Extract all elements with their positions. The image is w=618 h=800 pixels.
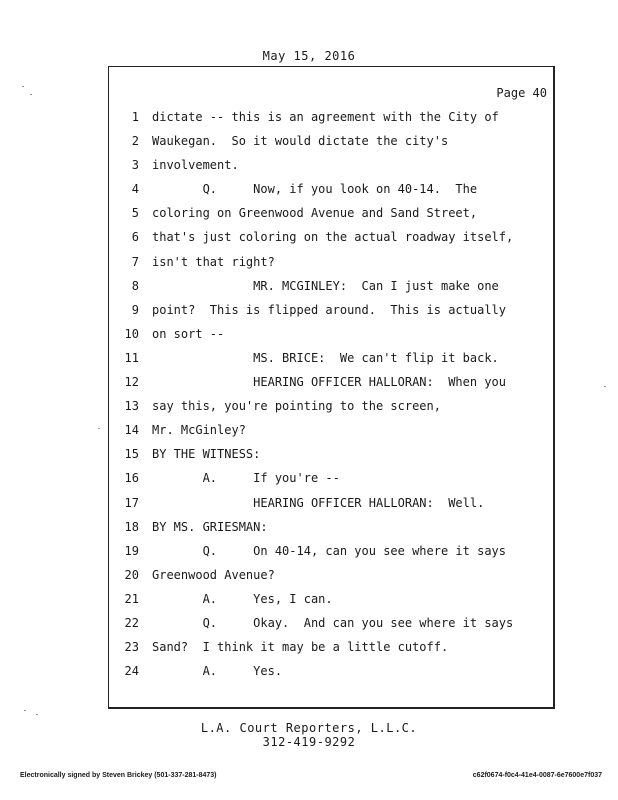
line-text: isn't that right? [152, 254, 275, 269]
line-number: 4 [131, 182, 139, 197]
line-text: BY THE WITNESS: [152, 447, 261, 462]
line-text: involvement. [152, 158, 239, 173]
scan-speck [98, 428, 100, 429]
transcript-line [109, 153, 553, 177]
transcript-line [109, 177, 553, 201]
line-text: Mr. McGinley? [152, 423, 246, 438]
transcript-line [109, 587, 553, 611]
line-text: that's just coloring on the actual roadway itself, [152, 230, 514, 245]
transcript-line [109, 466, 553, 490]
transcript-line [109, 442, 553, 466]
line-text: HEARING OFFICER HALLORAN: When you [152, 375, 507, 390]
line-number: 18 [124, 519, 139, 534]
line-text: Sand? I think it may be a little cutoff. [152, 640, 449, 655]
line-number: 7 [131, 254, 139, 269]
line-number: 2 [131, 134, 139, 149]
transcript-line [109, 491, 553, 515]
line-number: 6 [131, 230, 139, 245]
line-number: 17 [124, 495, 139, 510]
scan-speck [24, 710, 26, 711]
line-text: on sort -- [152, 326, 225, 341]
line-number: 24 [124, 664, 139, 679]
transcript-line [109, 539, 553, 563]
transcript-line [109, 201, 553, 225]
line-text: A. Yes. [152, 664, 283, 679]
line-number: 23 [124, 640, 139, 655]
line-number: 16 [124, 471, 139, 486]
line-number: 1 [131, 110, 139, 124]
transcript-lines [109, 105, 553, 683]
line-text: Waukegan. So it would dictate the city's [152, 134, 449, 149]
scan-speck [30, 94, 32, 95]
line-number: 14 [124, 423, 139, 438]
scan-speck [22, 86, 24, 87]
transcript-line [109, 418, 553, 442]
transcript-line [109, 322, 553, 346]
line-text: MR. MCGINLEY: Can I just make one [152, 278, 499, 293]
line-number: 20 [124, 567, 139, 582]
line-number: 5 [131, 206, 139, 221]
scan-speck [36, 714, 38, 715]
line-text: Q. Okay. And can you see where it says [152, 615, 514, 630]
transcript-line [109, 370, 553, 394]
line-number: 8 [131, 278, 139, 293]
transcript-line [109, 515, 553, 539]
page-number: Page 40 [496, 86, 547, 100]
line-number: 3 [131, 158, 139, 173]
line-number: 12 [124, 375, 139, 390]
document-hash: c62f0674-f0c4-41e4-0087-6e7600e7f037 [472, 772, 602, 779]
line-number: 9 [131, 302, 139, 317]
court-reporter-phone: 312-419-9292 [262, 735, 356, 749]
transcript-line [109, 105, 553, 129]
transcript-line [109, 225, 553, 249]
transcript-line [109, 274, 553, 298]
line-number: 22 [124, 615, 139, 630]
line-text: dictate -- this is an agreement with the City of [152, 110, 499, 124]
line-text: point? This is flipped around. This is actually [152, 302, 507, 317]
transcript-line [109, 659, 553, 683]
line-number: 19 [124, 543, 139, 558]
line-number: 10 [124, 326, 139, 341]
line-text: say this, you're pointing to the screen, [152, 399, 441, 414]
line-text: HEARING OFFICER HALLORAN: Well. [152, 495, 485, 510]
transcript-line [109, 611, 553, 635]
line-number: 21 [124, 591, 139, 606]
line-text: BY MS. GRIESMAN: [152, 519, 268, 534]
line-text: Q. On 40-14, can you see where it says [152, 543, 507, 558]
transcript-line [109, 250, 553, 274]
page-date: May 15, 2016 [262, 49, 356, 63]
transcript-frame [108, 66, 555, 709]
line-number: 11 [124, 350, 139, 365]
scan-speck [604, 386, 606, 387]
electronic-signature: Electronically signed by Steven Brickey (501-337-281-8473) [20, 772, 217, 779]
transcript-line [109, 129, 553, 153]
line-text: Q. Now, if you look on 40-14. The [152, 182, 478, 197]
transcript-line [109, 635, 553, 659]
line-text: A. If you're -- [152, 471, 340, 486]
line-text: Greenwood Avenue? [152, 567, 275, 582]
line-text: A. Yes, I can. [152, 591, 333, 606]
line-number: 15 [124, 447, 139, 462]
line-number: 13 [124, 399, 139, 414]
line-text: coloring on Greenwood Avenue and Sand Street, [152, 206, 478, 221]
transcript-line [109, 394, 553, 418]
transcript-line [109, 563, 553, 587]
court-reporter-name: L.A. Court Reporters, L.L.C. [200, 721, 418, 735]
transcript-line [109, 346, 553, 370]
transcript-line [109, 298, 553, 322]
line-text: MS. BRICE: We can't flip it back. [152, 350, 499, 365]
